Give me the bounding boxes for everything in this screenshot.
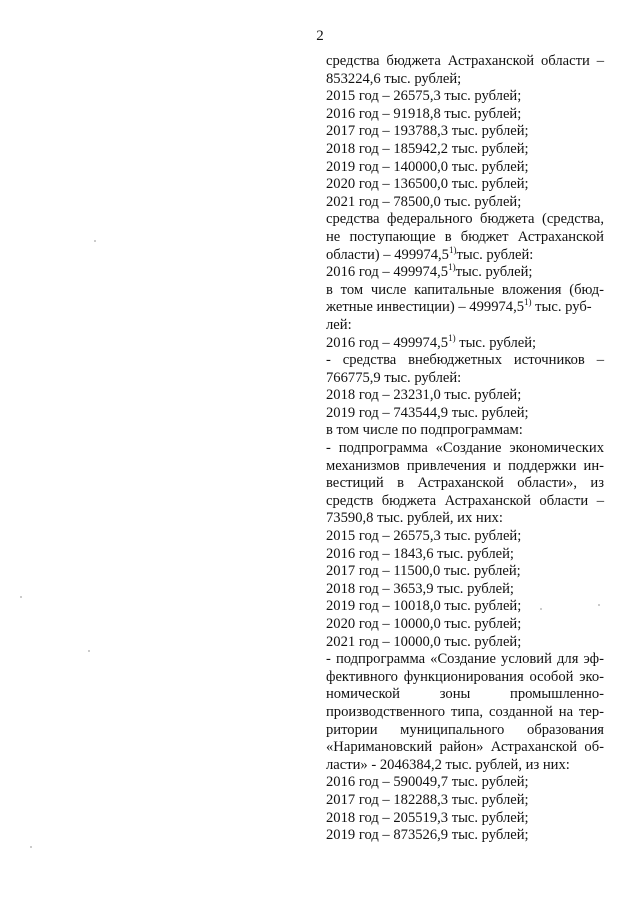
text-line-content: 2019 год – 873526,9 тыс. рублей; bbox=[326, 827, 529, 844]
body-text bbox=[326, 53, 604, 845]
text-line-content: фективного функционирования особой эко- bbox=[326, 668, 604, 685]
text-line-content: 2015 год – 26575,3 тыс. рублей; bbox=[326, 528, 522, 545]
text-line bbox=[326, 475, 604, 493]
scan-speck bbox=[30, 846, 32, 848]
text-line-content: 853224,6 тыс. рублей; bbox=[326, 70, 462, 87]
footnote-marker: 1) bbox=[448, 262, 456, 273]
text-line bbox=[326, 370, 604, 388]
footnote-marker: 1) bbox=[448, 244, 457, 255]
text-line bbox=[326, 827, 604, 845]
footnote-marker: 1) bbox=[524, 297, 532, 308]
text-line bbox=[326, 88, 604, 106]
text-line-content: 2016 год – 499974,5 bbox=[326, 334, 449, 351]
text-line-content: области) – 499974,5 bbox=[326, 246, 449, 263]
text-line bbox=[326, 757, 604, 775]
text-line-content: ласти» - 2046384,2 тыс. рублей, из них: bbox=[326, 756, 570, 773]
text-line-tail: тыс. рублей: bbox=[456, 246, 534, 263]
text-line bbox=[326, 686, 604, 704]
text-line-content: не поступающие в бюджет Астраханской bbox=[326, 228, 604, 245]
text-line-content: 2018 год – 23231,0 тыс. рублей; bbox=[326, 387, 522, 404]
text-line-content: - подпрограмма «Создание условий для эф- bbox=[326, 651, 604, 668]
text-line bbox=[326, 53, 604, 71]
text-line-content: производственного типа, созданной на тер- bbox=[326, 703, 604, 720]
scan-speck bbox=[540, 608, 542, 610]
text-line bbox=[326, 493, 604, 511]
text-line-content: в том числе капитальные вложения (бюд- bbox=[326, 281, 604, 298]
scan-speck bbox=[20, 596, 22, 598]
text-line bbox=[326, 634, 604, 652]
text-line bbox=[326, 229, 604, 247]
footnote-marker: 1) bbox=[448, 332, 456, 343]
text-line bbox=[326, 194, 604, 212]
text-line bbox=[326, 598, 604, 616]
text-line bbox=[326, 669, 604, 687]
scan-speck bbox=[94, 240, 96, 242]
text-line bbox=[326, 774, 604, 792]
text-line-content: 2019 год – 743544,9 тыс. рублей; bbox=[326, 404, 529, 421]
text-line bbox=[326, 299, 604, 317]
text-line bbox=[326, 352, 604, 370]
text-line bbox=[326, 387, 604, 405]
text-line-content: жетные инвестиции) – 499974,5 bbox=[326, 299, 525, 316]
text-line-content: вестиций в Астраханской области», из bbox=[326, 475, 604, 492]
text-line bbox=[326, 739, 604, 757]
text-line bbox=[326, 123, 604, 141]
text-line-content: лей: bbox=[326, 316, 352, 333]
text-line-content: 2016 год – 590049,7 тыс. рублей; bbox=[326, 774, 529, 791]
text-line-content: 2020 год – 10000,0 тыс. рублей; bbox=[326, 616, 522, 632]
text-line bbox=[326, 317, 604, 335]
page-number: 2 bbox=[316, 28, 324, 44]
text-line-tail: тыс. руб- bbox=[531, 299, 592, 316]
text-line bbox=[326, 810, 604, 828]
text-line-content: 2019 год – 140000,0 тыс. рублей; bbox=[326, 158, 529, 175]
text-line-content: 2020 год – 136500,0 тыс. рублей; bbox=[326, 176, 529, 193]
text-line-content: в том числе по подпрограммам: bbox=[326, 422, 523, 439]
text-line-content: 2017 год – 182288,3 тыс. рублей; bbox=[326, 791, 529, 808]
text-line-content: 73590,8 тыс. рублей, их них: bbox=[326, 510, 503, 527]
text-line bbox=[326, 581, 604, 599]
text-line bbox=[326, 159, 604, 177]
text-line bbox=[326, 510, 604, 528]
text-line bbox=[326, 528, 604, 546]
text-line-content: - подпрограмма «Создание экономических bbox=[326, 440, 604, 457]
text-line-content: - средства внебюджетных источников – bbox=[326, 352, 604, 369]
text-line-content: 2021 год – 78500,0 тыс. рублей; bbox=[326, 193, 522, 210]
text-line bbox=[326, 651, 604, 669]
text-line-content: 2019 год – 10018,0 тыс. рублей; bbox=[326, 598, 522, 615]
text-line bbox=[326, 704, 604, 722]
text-line-content: 2016 год – 1843,6 тыс. рублей; bbox=[326, 545, 514, 562]
text-line-content: механизмов привлечения и поддержки ин- bbox=[326, 457, 604, 474]
text-line-content: 2016 год – 91918,8 тыс. рублей; bbox=[326, 105, 522, 122]
text-line-content: 2018 год – 3653,9 тыс. рублей; bbox=[326, 580, 514, 597]
text-line bbox=[326, 176, 604, 194]
text-line-tail: тыс. рублей; bbox=[455, 334, 537, 351]
text-line bbox=[326, 106, 604, 124]
text-line-content: 2017 год – 193788,3 тыс. рублей; bbox=[326, 123, 529, 140]
text-line bbox=[326, 244, 604, 265]
text-line-tail: тыс. рублей; bbox=[455, 264, 533, 281]
text-line bbox=[326, 616, 604, 634]
text-line-content: 2017 год – 11500,0 тыс. рублей; bbox=[326, 563, 521, 580]
text-line-content: средств бюджета Астраханской области – bbox=[326, 492, 604, 509]
text-line-content: номической зоны промышленно- bbox=[326, 686, 604, 703]
text-line bbox=[326, 282, 604, 300]
text-line bbox=[326, 563, 604, 581]
text-line-content: 2018 год – 185942,2 тыс. рублей; bbox=[326, 140, 529, 157]
text-line bbox=[326, 332, 604, 353]
text-line bbox=[326, 141, 604, 159]
scan-speck bbox=[88, 650, 90, 652]
text-line bbox=[326, 422, 604, 440]
text-line bbox=[326, 71, 604, 89]
text-line bbox=[326, 211, 604, 229]
text-line-content: ритории муниципального образования bbox=[326, 721, 604, 738]
text-line-content: средства федерального бюджета (средства, bbox=[326, 211, 604, 228]
text-line-content: 2016 год – 499974,5 bbox=[326, 264, 449, 281]
text-line bbox=[326, 264, 604, 282]
scan-speck bbox=[598, 604, 600, 606]
text-line-content: «Наримановский район» Астраханской об- bbox=[326, 739, 604, 756]
text-line bbox=[326, 440, 604, 458]
text-line-content: 2018 год – 205519,3 тыс. рублей; bbox=[326, 809, 529, 826]
text-line-content: 2021 год – 10000,0 тыс. рублей; bbox=[326, 633, 522, 650]
text-line bbox=[326, 722, 604, 740]
text-line-content: средства бюджета Астраханской области – bbox=[326, 53, 604, 69]
text-line-content: 2015 год – 26575,3 тыс. рублей; bbox=[326, 88, 522, 105]
text-line bbox=[326, 792, 604, 810]
text-line-content: 766775,9 тыс. рублей: bbox=[326, 369, 462, 386]
text-line bbox=[326, 458, 604, 476]
text-line bbox=[326, 405, 604, 423]
text-line bbox=[326, 546, 604, 564]
